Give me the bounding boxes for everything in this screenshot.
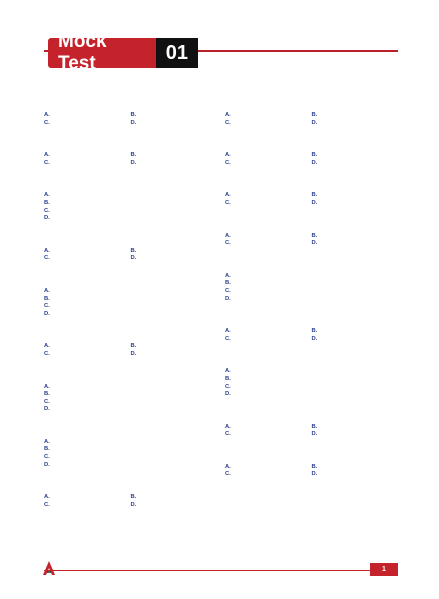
answer-option	[44, 502, 131, 510]
option-letter: C.	[225, 287, 231, 294]
question-text	[225, 308, 398, 322]
option-letter: D.	[311, 431, 318, 438]
question-text	[44, 228, 217, 242]
option-letter: C.	[225, 199, 231, 206]
answer-options	[225, 233, 398, 248]
answer-option	[44, 152, 131, 160]
option-letter: C.	[225, 240, 231, 247]
answer-option	[225, 296, 398, 304]
answer-options	[44, 288, 217, 318]
option-letter: B.	[311, 152, 318, 159]
option-letter: A.	[225, 272, 231, 279]
answer-option	[312, 431, 399, 439]
option-letter: D.	[130, 255, 137, 262]
option-letter: B.	[44, 295, 50, 302]
question-block	[44, 268, 217, 318]
question-block	[225, 92, 398, 127]
answer-option	[44, 120, 131, 128]
question-text	[44, 172, 217, 186]
option-letter: B.	[130, 247, 137, 254]
option-letter: D.	[44, 461, 50, 468]
answer-options	[44, 152, 217, 167]
answer-option	[225, 273, 398, 281]
answer-option	[44, 406, 217, 414]
answer-option	[312, 120, 399, 128]
answer-option	[225, 336, 312, 344]
option-letter: C.	[225, 159, 231, 166]
answer-option	[225, 391, 398, 399]
answer-option	[225, 192, 312, 200]
question-block	[225, 348, 398, 398]
answer-option	[44, 384, 217, 392]
question-text	[44, 92, 217, 106]
option-letter: A.	[225, 423, 231, 430]
question-block	[225, 444, 398, 479]
option-letter: A.	[44, 343, 50, 350]
option-letter: C.	[44, 350, 50, 357]
option-letter: B.	[130, 343, 137, 350]
option-letter: D.	[130, 350, 137, 357]
question-text	[225, 348, 398, 362]
answer-option	[131, 255, 218, 263]
answer-option	[312, 152, 399, 160]
option-letter: C.	[225, 119, 231, 126]
answer-options	[225, 464, 398, 479]
option-letter: A.	[44, 494, 50, 501]
answer-options	[44, 494, 217, 509]
header-number: 01	[156, 38, 198, 68]
question-block	[44, 132, 217, 167]
question-text	[44, 323, 217, 337]
page-number: 1	[370, 563, 398, 576]
question-text	[225, 132, 398, 146]
answer-option	[225, 240, 312, 248]
answer-option	[131, 248, 218, 256]
answer-options	[225, 328, 398, 343]
option-letter: D.	[130, 119, 137, 126]
answer-option	[44, 208, 217, 216]
option-letter: D.	[311, 240, 318, 247]
option-letter: D.	[225, 391, 231, 398]
answer-option	[44, 351, 131, 359]
answer-option	[131, 351, 218, 359]
answer-option	[225, 233, 312, 241]
footer-rule	[44, 570, 398, 571]
answer-option	[44, 454, 217, 462]
option-letter: D.	[311, 335, 318, 342]
option-letter: B.	[44, 199, 50, 206]
answer-options	[44, 343, 217, 358]
answer-options	[44, 112, 217, 127]
answer-option	[312, 200, 399, 208]
option-letter: B.	[44, 391, 50, 398]
right-question-column	[225, 92, 398, 547]
option-letter: D.	[44, 215, 50, 222]
question-block	[225, 253, 398, 303]
answer-options	[44, 248, 217, 263]
option-letter: B.	[311, 423, 318, 430]
option-letter: A.	[44, 287, 50, 294]
left-question-column	[44, 92, 217, 547]
question-block	[44, 228, 217, 263]
question-block	[44, 419, 217, 469]
option-letter: C.	[44, 454, 50, 461]
question-block	[225, 213, 398, 248]
option-letter: A.	[44, 438, 50, 445]
answer-options	[44, 384, 217, 414]
option-letter: A.	[225, 232, 231, 239]
question-columns	[44, 92, 398, 547]
question-block	[225, 172, 398, 207]
option-letter: B.	[311, 328, 318, 335]
answer-option	[225, 384, 398, 392]
answer-option	[312, 192, 399, 200]
option-letter: C.	[44, 255, 50, 262]
option-letter: D.	[311, 159, 318, 166]
question-text	[44, 364, 217, 378]
mock-test-header	[48, 31, 198, 74]
answer-option	[44, 494, 131, 502]
brand-logo-icon	[42, 560, 56, 576]
question-block	[225, 308, 398, 343]
answer-option	[131, 502, 218, 510]
option-letter: B.	[311, 463, 318, 470]
answer-option	[312, 233, 399, 241]
answer-option	[225, 112, 312, 120]
answer-options	[225, 152, 398, 167]
option-letter: B.	[130, 112, 137, 118]
answer-option	[131, 112, 218, 120]
answer-option	[131, 494, 218, 502]
question-text	[225, 172, 398, 186]
option-letter: C.	[225, 383, 231, 390]
option-letter: C.	[225, 431, 231, 438]
option-letter: B.	[311, 112, 318, 118]
option-letter: A.	[44, 247, 50, 254]
header-title: Mock Test	[48, 38, 156, 68]
answer-option	[225, 431, 312, 439]
answer-option	[312, 112, 399, 120]
answer-option	[44, 399, 217, 407]
option-letter: B.	[44, 446, 50, 453]
question-block	[44, 172, 217, 222]
option-letter: D.	[311, 199, 318, 206]
option-letter: C.	[44, 303, 50, 310]
question-text	[225, 404, 398, 418]
option-letter: A.	[225, 192, 231, 199]
answer-option	[44, 303, 217, 311]
option-letter: D.	[225, 295, 231, 302]
option-letter: C.	[44, 501, 50, 508]
option-letter: D.	[311, 119, 318, 126]
question-block	[225, 132, 398, 167]
answer-option	[44, 112, 131, 120]
answer-option	[44, 160, 131, 168]
option-letter: D.	[44, 310, 50, 317]
answer-options	[44, 439, 217, 469]
answer-option	[225, 376, 398, 384]
answer-option	[312, 336, 399, 344]
question-text	[225, 253, 398, 267]
answer-option	[225, 424, 312, 432]
question-text	[225, 444, 398, 458]
option-letter: D.	[311, 471, 318, 478]
option-letter: A.	[44, 112, 50, 118]
option-letter: A.	[225, 463, 231, 470]
answer-option	[225, 328, 312, 336]
option-letter: A.	[44, 192, 50, 199]
answer-option	[312, 471, 399, 479]
option-letter: A.	[44, 383, 50, 390]
answer-option	[44, 446, 217, 454]
answer-option	[131, 160, 218, 168]
answer-option	[225, 471, 312, 479]
option-letter: B.	[225, 280, 231, 287]
answer-option	[225, 160, 312, 168]
answer-options	[44, 192, 217, 222]
option-letter: B.	[225, 375, 231, 382]
answer-option	[312, 160, 399, 168]
option-letter: C.	[44, 207, 50, 214]
answer-option	[312, 424, 399, 432]
option-letter: C.	[44, 398, 50, 405]
option-letter: A.	[225, 328, 231, 335]
answer-option	[44, 215, 217, 223]
answer-option	[225, 200, 312, 208]
question-text	[44, 268, 217, 282]
answer-option	[312, 464, 399, 472]
answer-option	[225, 120, 312, 128]
answer-option	[44, 248, 131, 256]
answer-options	[225, 192, 398, 207]
question-text	[225, 92, 398, 106]
option-letter: A.	[44, 152, 50, 159]
answer-option	[225, 464, 312, 472]
question-block	[44, 323, 217, 358]
option-letter: D.	[44, 406, 50, 413]
question-text	[44, 474, 217, 488]
answer-option	[44, 439, 217, 447]
option-letter: B.	[130, 152, 137, 159]
option-letter: A.	[225, 368, 231, 375]
answer-options	[225, 368, 398, 398]
answer-option	[312, 328, 399, 336]
option-letter: A.	[225, 112, 231, 118]
question-text	[44, 132, 217, 146]
option-letter: A.	[225, 152, 231, 159]
question-text	[225, 213, 398, 227]
answer-option	[44, 296, 217, 304]
option-letter: B.	[311, 232, 318, 239]
answer-option	[44, 200, 217, 208]
question-block	[44, 364, 217, 414]
option-letter: C.	[225, 335, 231, 342]
option-letter: B.	[130, 494, 137, 501]
answer-options	[225, 112, 398, 127]
option-letter: D.	[130, 501, 137, 508]
answer-options	[225, 273, 398, 303]
option-letter: D.	[130, 159, 137, 166]
answer-option	[131, 152, 218, 160]
question-block	[44, 474, 217, 509]
answer-option	[44, 343, 131, 351]
answer-option	[131, 343, 218, 351]
answer-option	[225, 152, 312, 160]
answer-option	[44, 462, 217, 470]
answer-option	[44, 255, 131, 263]
option-letter: C.	[44, 119, 50, 126]
answer-option	[44, 311, 217, 319]
answer-options	[225, 424, 398, 439]
option-letter: C.	[225, 471, 231, 478]
answer-option	[312, 240, 399, 248]
question-text	[44, 419, 217, 433]
answer-option	[131, 120, 218, 128]
answer-option	[44, 391, 217, 399]
question-block	[44, 92, 217, 127]
answer-option	[225, 368, 398, 376]
answer-option	[225, 288, 398, 296]
answer-option	[225, 280, 398, 288]
question-block	[225, 404, 398, 439]
answer-option	[44, 288, 217, 296]
answer-option	[44, 192, 217, 200]
option-letter: B.	[311, 192, 318, 199]
option-letter: C.	[44, 159, 50, 166]
